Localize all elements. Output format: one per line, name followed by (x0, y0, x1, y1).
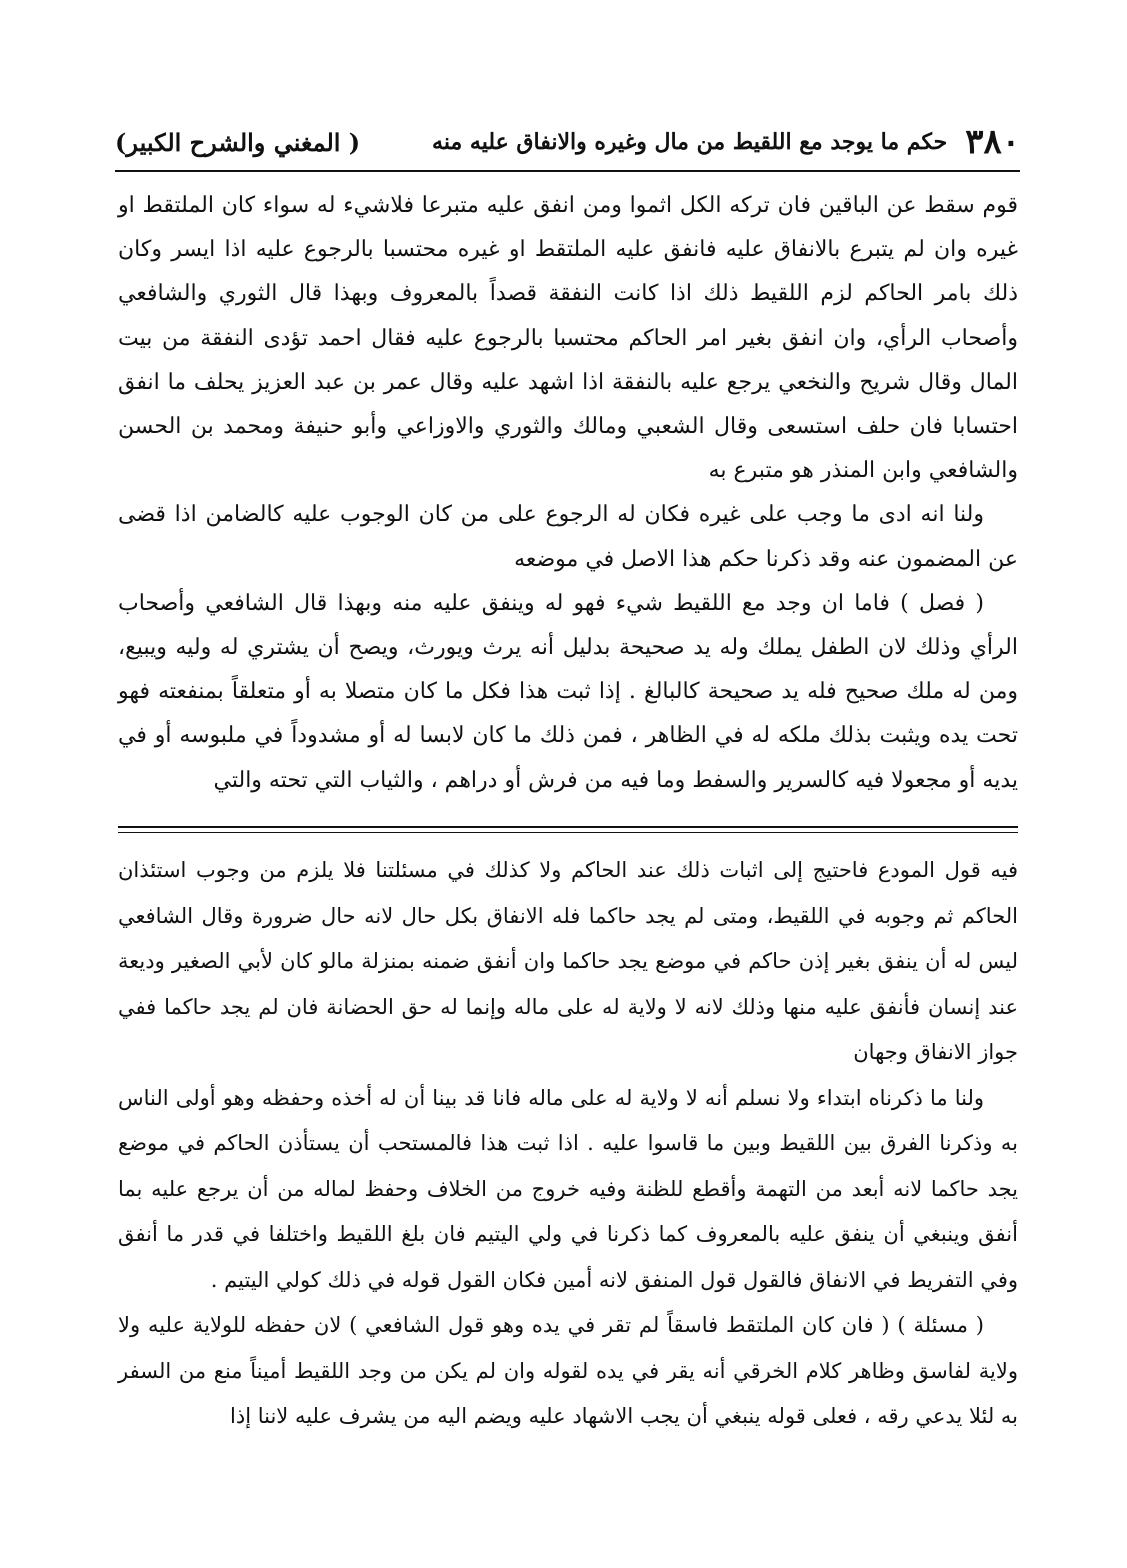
main-paragraph-3: ( فصل ) فاما ان وجد مع اللقيط شيء فهو له وينفق عليه منه وبهذا قال الشافعي وأصحاب الرأي وذلك لان الطفل يملك وله يد صحيحة بدليل أنه يرث ويورث، ويصح أن يشتري له وليه ويبيع، ومن له ملك صحيح فله يد صحيحة كالبالغ . إذا ثبت هذا فكل ما كان متصلا به أو متعلقاً بمنفعته فهو تحت يده ويثبت بذلك ملكه له في الظاهر ، فمن ذلك ما كان لابسا له أو مشدوداً في ملبوسه أو في يديه أو مجعولا فيه كالسرير والسفط وما فيه من فرش أو دراهم ، والثياب التي تحته والتي (118, 590, 1018, 793)
page-header (115, 118, 1020, 166)
commentary-paragraph-3: ( مسئلة ) ( فان كان الملتقط فاسقاً لم تقر في يده وهو قول الشافعي ) لان حفظه للولاية عليه ولا ولاية لفاسق وظاهر كلام الخرقي أنه يقر في يده لقوله وان لم يكن من وجد اللقيط أميناً منع من السفر به لئلا يدعي رقه ، فعلى قوله ينبغي أن يجب الاشهاد عليه ويضم اليه من يشرف عليه لاننا إذا (118, 1313, 1018, 1428)
commentary-text (118, 848, 1018, 1440)
running-title: حكم ما يوجد مع اللقيط من مال وغيره والانفاق عليه منه (432, 129, 948, 155)
book-title: ( المغني والشرح الكبير) (115, 127, 361, 157)
main-paragraph-2: ولنا انه ادى ما وجب على غيره فكان له الرجوع على من كان الوجوب عليه كالضامن اذا قضى عن المضمون عنه وقد ذكرنا حكم هذا الاصل في موضعه (118, 502, 1018, 572)
section-divider (118, 826, 1018, 833)
page-number: ٣٨٠ (965, 122, 1020, 162)
commentary-paragraph-2: ولنا ما ذكرناه ابتداء ولا نسلم أنه لا ولاية له على ماله فانا قد بينا أن له أخذه وحفظه وهو أولى الناس به وذكرنا الفرق بين اللقيط وبين ما قاسوا عليه . اذا ثبت هذا فالمستحب أن يستأذن الحاكم في موضع يجد حاكما لانه أبعد من التهمة وأقطع للظنة وفيه خروج من الخلاف وحفظ لماله من أن يرجع عليه بما أنفق وينبغي أن ينفق عليه بالمعروف كما ذكرنا في ولي اليتيم فان بلغ اللقيط واختلفا في قدر ما أنفق وفي التفريط في الانفاق فالقول قول المنفق لانه أمين فكان القول قوله في ذلك كولي اليتيم . (118, 1085, 1018, 1292)
commentary-paragraph-1: فيه قول المودع فاحتيج إلى اثبات ذلك عند الحاكم ولا كذلك في مسئلتنا فلا يلزم من وجوب استئذان الحاكم ثم وجوبه في اللقيط، ومتى لم يجد حاكما فله الانفاق بكل حال لانه حال ضرورة وقال الشافعي ليس له أن ينفق بغير إذن حاكم في موضع يجد حاكما وان أنفق ضمنه بمنزلة مالو كان لأبي الصغير وديعة عند إنسان فأنفق عليه منها وذلك لانه لا ولاية له على ماله وإنما له حق الحضانة فان لم يجد حاكما ففي جواز الانفاق وجهان (118, 858, 1018, 1064)
header-rule (115, 170, 1020, 172)
main-paragraph-1: قوم سقط عن الباقين فان تركه الكل اثموا ومن انفق عليه متبرعا فلاشيء له سواء كان الملتقط او غيره وان لم يتبرع بالانفاق عليه فانفق عليه الملتقط او غيره محتسبا بالرجوع عليه اذا ايسر وكان ذلك بامر الحاكم لزم اللقيط ذلك اذا كانت النفقة قصداً بالمعروف وبهذا قال الثوري والشافعي وأصحاب الرأي، وان انفق بغير امر الحاكم محتسبا بالرجوع عليه فقال احمد تؤدى النفقة من بيت المال وقال شريح والنخعي يرجع عليه بالنفقة اذا اشهد عليه وقال عمر بن عبد العزيز يحلف ما انفق احتسابا فان حلف استسعى وقال الشعبي ومالك والثوري والاوزاعي وأبو حنيفة ومحمد بن الحسن والشافعي وابن المنذر هو متبرع به (118, 193, 1019, 484)
main-text (118, 184, 1018, 803)
